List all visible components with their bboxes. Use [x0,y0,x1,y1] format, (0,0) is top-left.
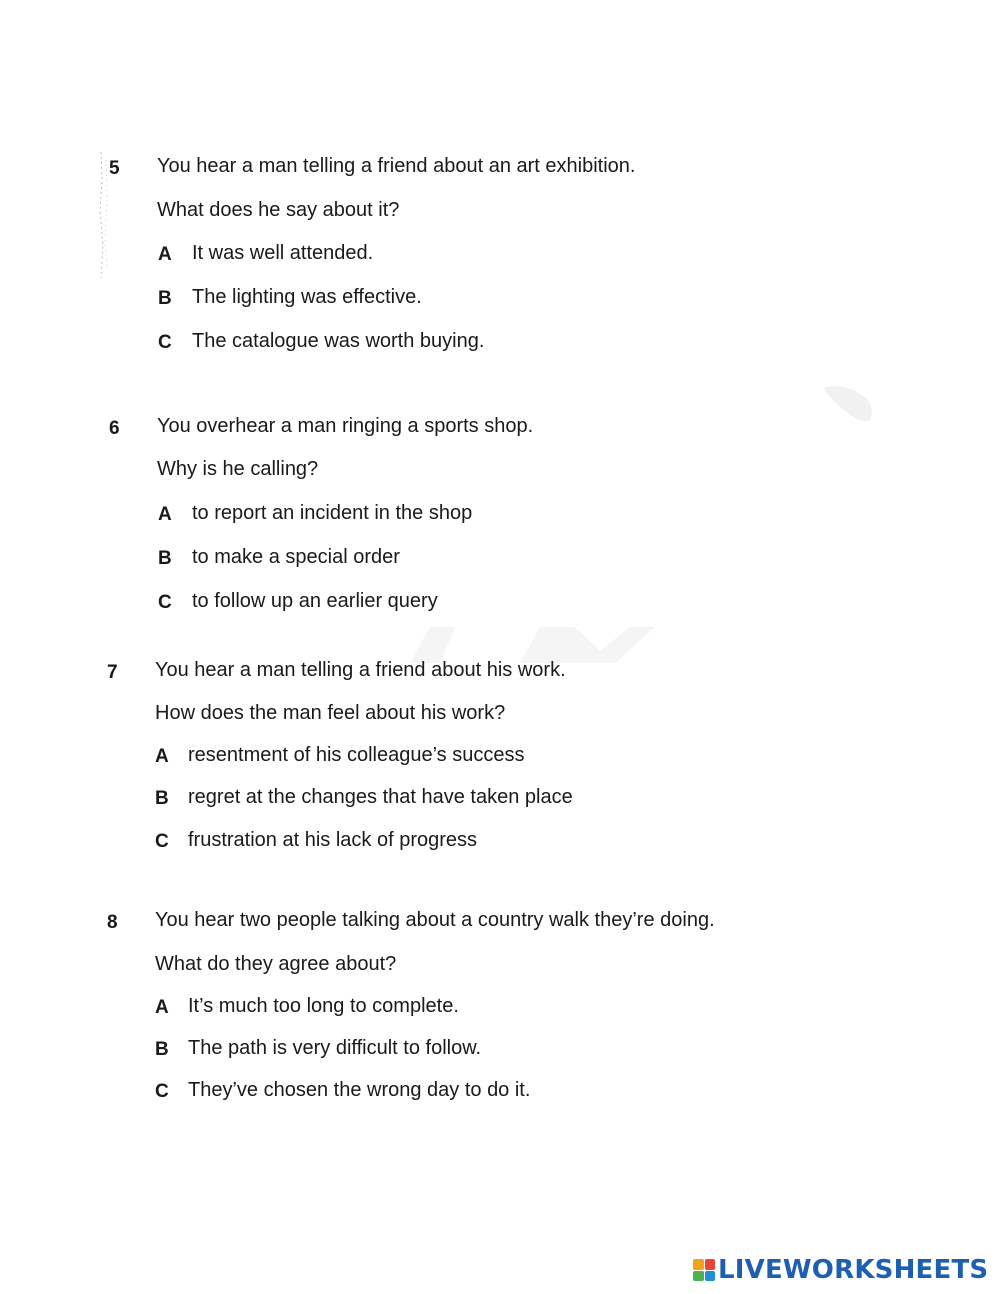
option-letter: C [155,1081,169,1102]
option-letter: A [158,244,172,265]
option-text: It was well attended. [192,242,374,264]
question-prompt: You overhear a man ringing a sports shop. [157,415,534,437]
option-text: to follow up an earlier query [192,590,438,612]
option-text: The lighting was effective. [192,286,422,308]
question-text: What does he say about it? [157,199,400,221]
liveworksheets-brand[interactable] [693,1254,988,1286]
question-text: Why is he calling? [157,458,319,480]
brand-name: LIVEWORKSHEETS [718,1255,989,1285]
option-text: regret at the changes that have taken place [188,786,573,808]
option-text: frustration at his lack of progress [188,829,478,851]
option-text: resentment of his colleague’s success [188,744,525,766]
question-text: How does the man feel about his work? [155,702,506,724]
scan-artifact [820,380,880,430]
liveworksheets-logo-icon [693,1259,715,1281]
question-number: 5 [109,158,120,179]
question-prompt: You hear a man telling a friend about his work. [155,659,566,681]
question-number: 8 [107,912,118,933]
option-text: The path is very difficult to follow. [188,1037,482,1059]
question-text: What do they agree about? [155,953,397,975]
option-letter: A [158,504,172,525]
option-text: They’ve chosen the wrong day to do it. [188,1079,531,1101]
option-letter: C [158,592,172,613]
option-text: to report an incident in the shop [192,502,473,524]
option-text: to make a special order [192,546,400,568]
option-text: The catalogue was worth buying. [192,330,485,352]
question-number: 6 [109,418,120,439]
question-number: 7 [107,662,118,683]
option-letter: B [155,788,169,809]
faint-watermark [400,615,660,665]
option-letter: B [158,288,172,309]
question-prompt: You hear a man telling a friend about an art exhibition. [157,155,636,177]
question-prompt: You hear two people talking about a country walk they’re doing. [155,909,715,931]
option-letter: A [155,997,169,1018]
option-letter: C [155,831,169,852]
option-text: It’s much too long to complete. [188,995,459,1017]
option-letter: B [158,548,172,569]
option-letter: C [158,332,172,353]
option-letter: A [155,746,169,767]
option-letter: B [155,1039,169,1060]
